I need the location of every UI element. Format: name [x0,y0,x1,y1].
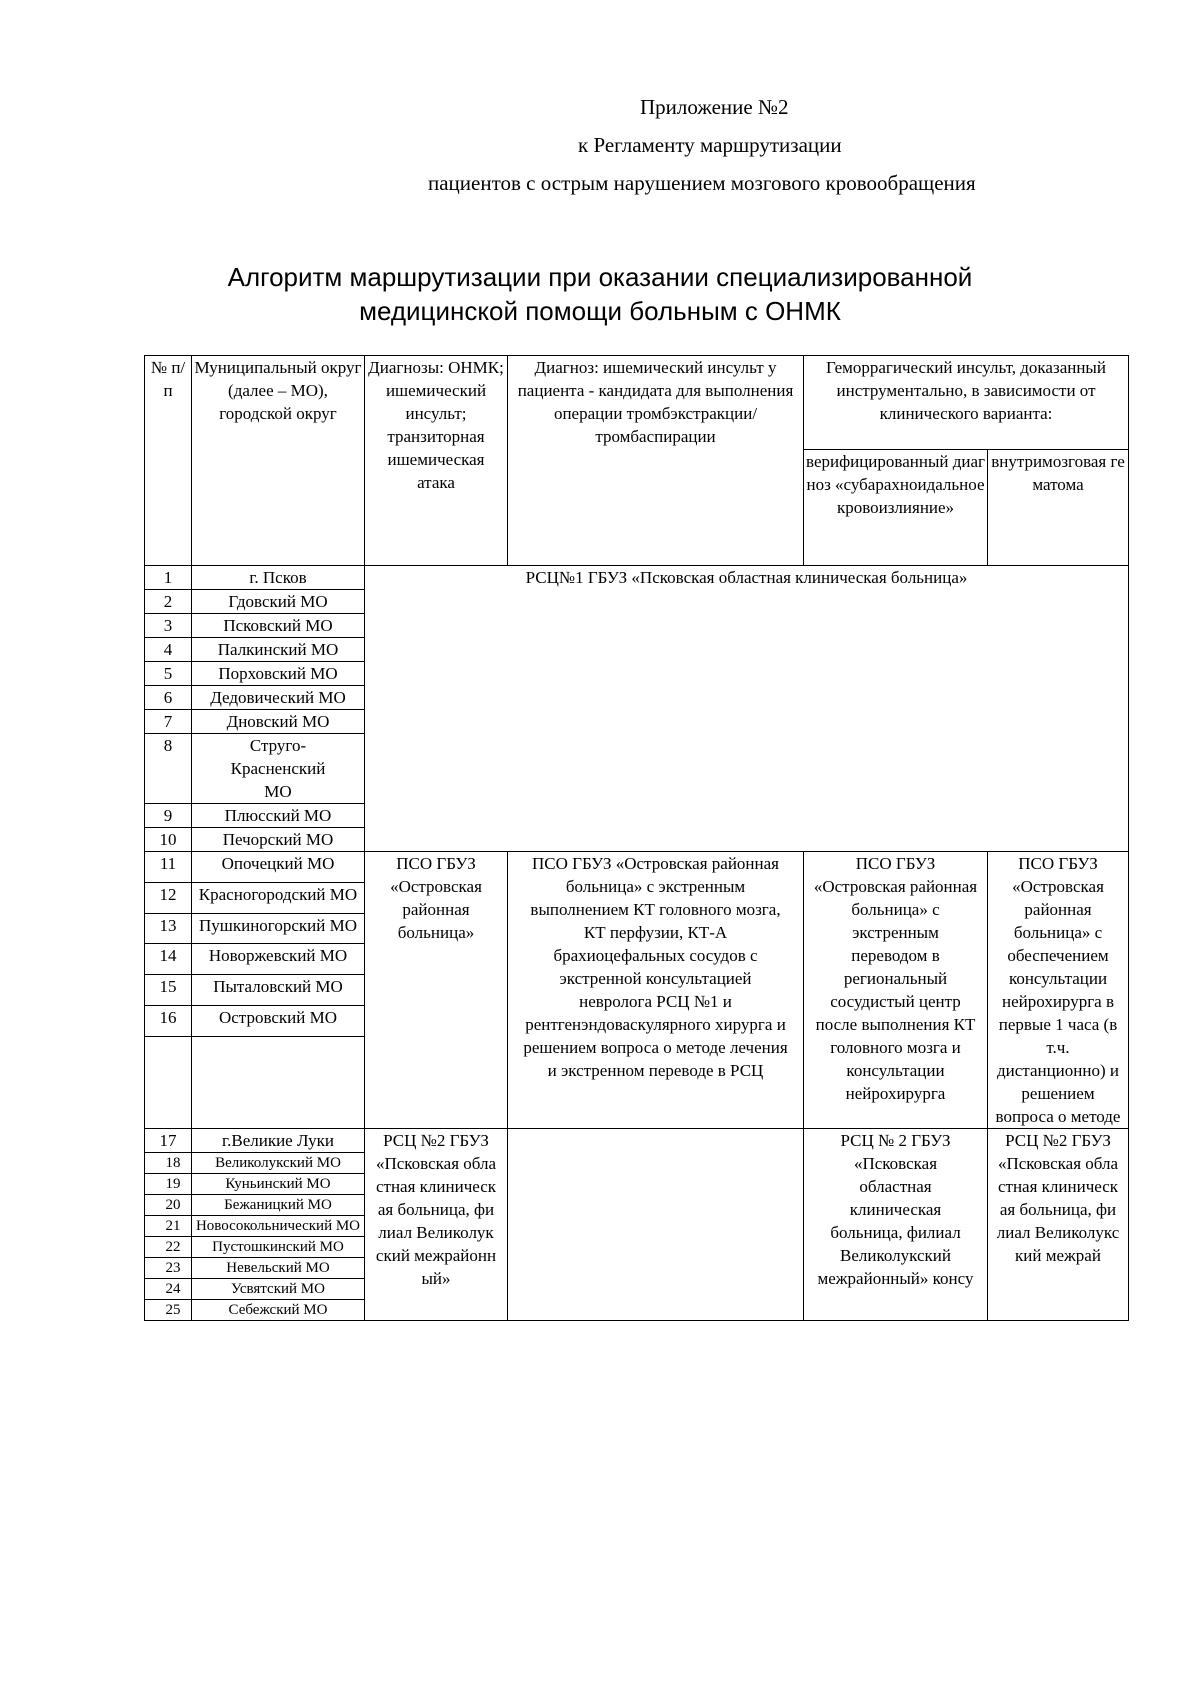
row-number: 16 [145,1006,192,1037]
row-number: 7 [145,710,192,734]
col-onmk-header: Диагнозы: ОНМК; ишемический инсульт; транзиторная ишемическая атака [365,356,508,566]
row-number: 9 [145,804,192,828]
row-district: Палкинский МО [192,638,365,662]
title-line-2: медицинской помощи больным с ОНМК [359,296,841,326]
row-district: Невельский МО [192,1258,365,1279]
row-district: Куньинский МО [192,1174,365,1195]
row-district: Порховский МО [192,662,365,686]
col-num-header: № п/п [145,356,192,566]
routing-table [144,355,1129,1321]
row-district: Новоржевский МО [192,944,365,975]
group1-route: РСЦ№1 ГБУЗ «Псковская областная клиническая больница» [365,566,1129,852]
row-number: 4 [145,638,192,662]
row-number: 15 [145,975,192,1006]
row-number: 12 [145,882,192,913]
row-number: 23 [145,1258,192,1279]
appendix-regulation: к Регламенту маршрутизации [578,133,842,157]
group2-intra-route: ПСО ГБУЗ «Островская районная больница» с обеспечением консультации нейрохирурга в первые 1 часа (в т.ч. дистанционно) и решением вопроса о методе [988,852,1129,1129]
row-district: Усвятский МО [192,1279,365,1300]
row-district: Островский МО [192,1006,365,1037]
col-hemorrhagic-header: Геморрагический инсульт, доказанный инструментально, в зависимости от клинического варианта: [804,356,1129,450]
row-number: 11 [145,852,192,883]
title-line-1: Алгоритм маршрутизации при оказании специализированной [227,262,973,292]
group2-sub-route: ПСО ГБУЗ «Островская районная больница» с экстренным переводом в региональный сосудистый центр после выполнения КТ головного мозга и консультации нейрохирурга [804,852,988,1129]
row-number: 13 [145,913,192,944]
row-number: 14 [145,944,192,975]
row-district: Пустошкинский МО [192,1237,365,1258]
group3-sub-route: РСЦ № 2 ГБУЗ «Псковская областная клиническая больница, филиал Великолукский межрайонный» консу [804,1129,988,1321]
row-district: Струго-Красненский МО [192,734,365,804]
row-number: 22 [145,1237,192,1258]
row-district: Дедовический МО [192,686,365,710]
col-ischemic-header: Диагноз: ишемический инсульт у пациента - кандидата для выполнения операции тромбэкстракции/тромбаспирации [508,356,804,566]
group3-ischemic-route [508,1129,804,1321]
group3-onmk-route: РСЦ №2 ГБУЗ «Псковская областная клиническая больница, филиал Великолукский межрайонный» [365,1129,508,1321]
row-number: 24 [145,1279,192,1300]
row-number: 21 [145,1216,192,1237]
row-district: Печорский МО [192,828,365,852]
row-number: 6 [145,686,192,710]
row-district: Пушкиногорский МО [192,913,365,944]
row-district: Красногородский МО [192,882,365,913]
col-district-header: Муниципальный округ (далее – МО), городской округ [192,356,365,566]
group2-onmk-route: ПСО ГБУЗ «Островская районная больница» [365,852,508,1129]
row-district: Себежский МО [192,1300,365,1321]
group3-intra-route: РСЦ №2 ГБУЗ «Псковская областная клиническая больница, филиал Великолукский межрай [988,1129,1129,1321]
appendix-number: Приложение №2 [640,95,789,119]
row-number: 3 [145,614,192,638]
row-district: Новосокольнический МО [192,1216,365,1237]
row-number: 8 [145,734,192,804]
row-number: 20 [145,1195,192,1216]
row-number: 17 [145,1129,192,1153]
row-district: Опочецкий МО [192,852,365,883]
table-row [145,566,1129,590]
row-number: 18 [145,1153,192,1174]
row-number: 10 [145,828,192,852]
row-district: г.Великие Луки [192,1129,365,1153]
appendix-subject: пациентов с острым нарушением мозгового кровообращения [428,171,976,195]
header-row [145,356,1129,450]
row-district: Псковский МО [192,614,365,638]
table-row [145,1129,1129,1153]
row-district: г. Псков [192,566,365,590]
row-district: Пыталовский МО [192,975,365,1006]
row-number: 2 [145,590,192,614]
row-district: Плюсский МО [192,804,365,828]
row-number: 1 [145,566,192,590]
col-hem-intra-header: внутримозговая гематома [988,450,1129,566]
row-district: Великолукский МО [192,1153,365,1174]
row-number: 19 [145,1174,192,1195]
row-number: 25 [145,1300,192,1321]
row-number: 5 [145,662,192,686]
group2-ischemic-route: ПСО ГБУЗ «Островская районная больница» с экстренным выполнением КТ головного мозга, КТ перфузии, КТ-А брахиоцефальных сосудов с экстренной консультацией невролога РСЦ №1 и рентгенэндоваскулярного хирурга и решением вопроса о методе лечения и экстренном переводе в РСЦ [508,852,804,1129]
row-district: Гдовский МО [192,590,365,614]
col-hem-sub-header: верифицированный диагноз «субарахноидальное кровоизлияние» [804,450,988,566]
row-district: Дновский МО [192,710,365,734]
appendix-header-block [0,95,1200,215]
table-row [145,852,1129,883]
row-district: Бежаницкий МО [192,1195,365,1216]
document-title [0,260,1200,328]
